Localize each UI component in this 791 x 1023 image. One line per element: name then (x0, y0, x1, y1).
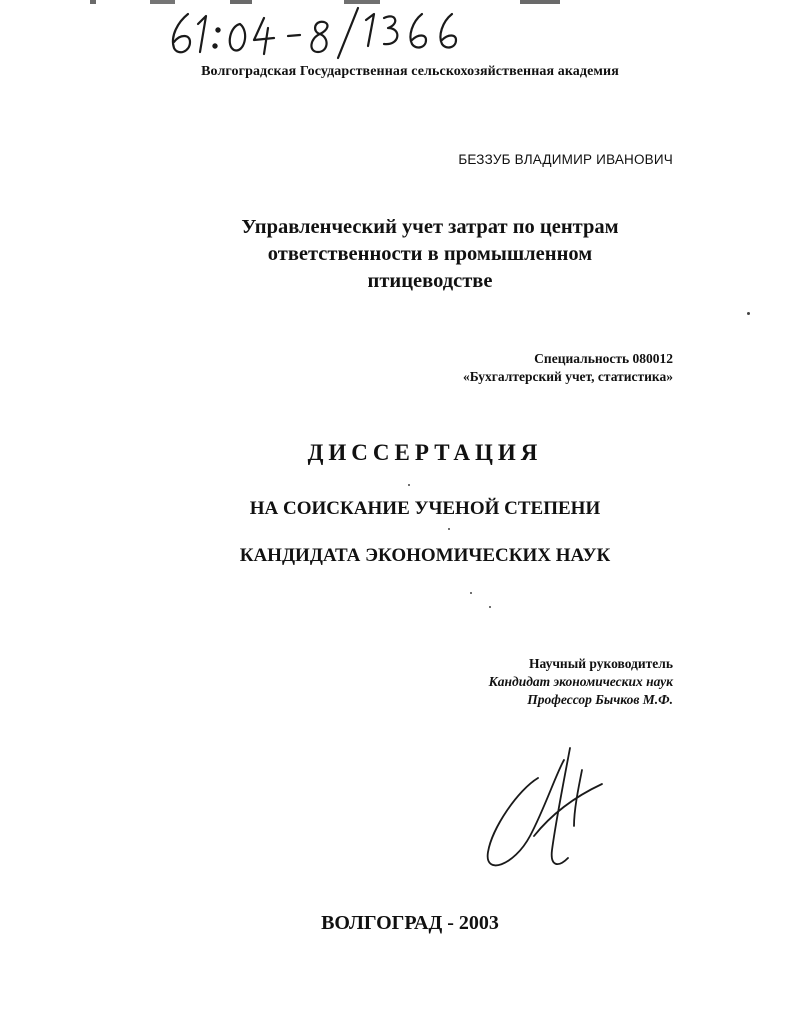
archive-number-handwriting (160, 2, 490, 60)
city-year: ВОЛГОГРАД - 2003 (321, 912, 499, 934)
advisor-name: Профессор Бычков М.Ф. (527, 692, 673, 707)
specialty-block (463, 350, 673, 386)
signature-icon (478, 740, 618, 880)
degree-line-2: КАНДИДАТА ЭКОНОМИЧЕСКИХ НАУК (239, 545, 611, 566)
author-name: БЕЗЗУБ ВЛАДИМИР ИВАНОВИЧ (458, 152, 673, 167)
advisor-degree: Кандидат экономических наук (488, 674, 673, 689)
scan-speck (470, 592, 472, 594)
degree-line-1: НА СОИСКАНИЕ УЧЕНОЙ СТЕПЕНИ (249, 498, 601, 519)
dissertation-title (200, 214, 660, 295)
scan-speck (489, 606, 491, 608)
archive-number-handwritten (160, 2, 490, 60)
academy-name: Волгоградская Государственная сельскохозяйственная академия (201, 64, 619, 79)
signature (478, 740, 618, 880)
scan-speck (408, 484, 410, 486)
scan-speck (747, 312, 750, 315)
advisor-block (489, 655, 673, 709)
title-line-3: птицеводстве (367, 270, 493, 292)
title-line-1: Управленческий учет затрат по центрам (241, 216, 619, 238)
work-type-heading: ДИССЕРТАЦИЯ (307, 440, 543, 465)
specialty-code: Специальность 080012 (534, 351, 673, 366)
advisor-label: Научный руководитель (529, 656, 673, 671)
scan-speck (448, 528, 450, 530)
title-line-2: ответственности в промышленном (267, 243, 593, 265)
specialty-name: «Бухгалтерский учет, статистика» (462, 369, 673, 384)
